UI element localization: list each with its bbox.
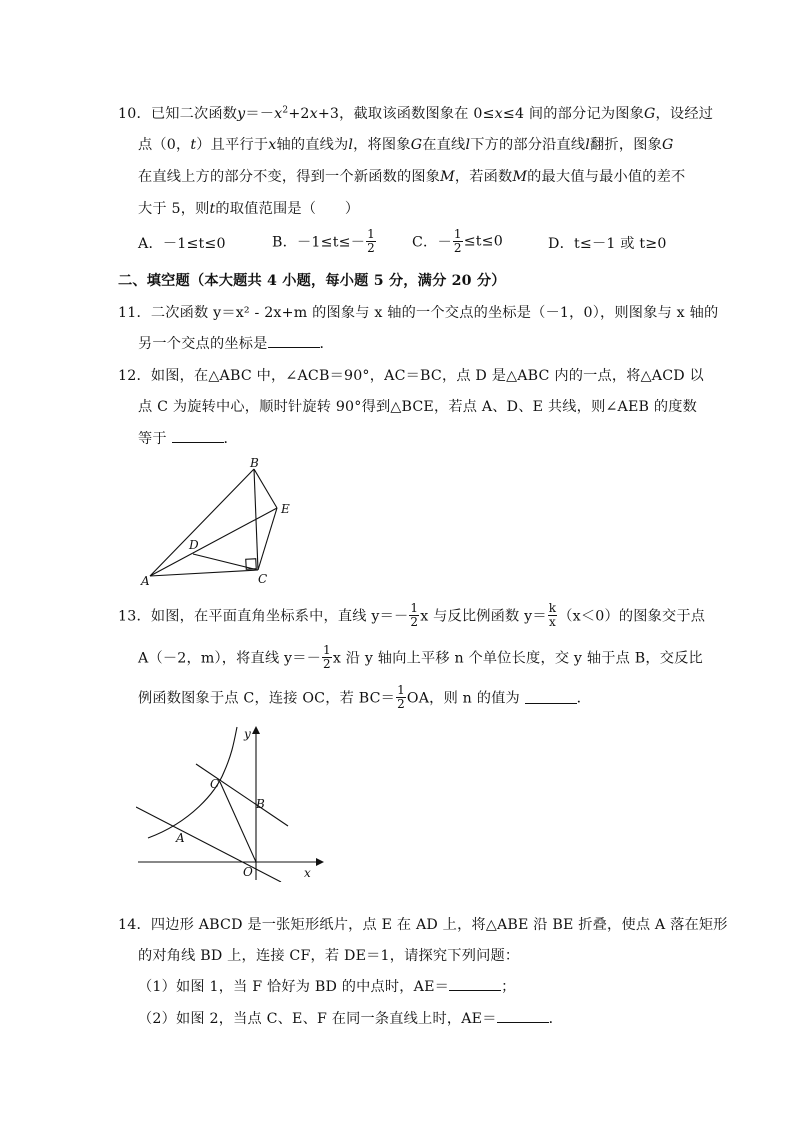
q10-option-d: D．t≤－1 或 t≥0 [548,236,667,252]
label-y-axis: y [244,727,251,741]
q12-answer-blank[interactable] [172,430,224,443]
q10-line-3: 在直线上方的部分不变，得到一个新函数的图象M，若函数M的最大值与最小值的差不 [138,169,686,185]
q11-line-1: 11．二次函数 y＝x² - 2x+m 的图象与 x 轴的一个交点的坐标是（－1，0），则图象与 x 轴的 [118,305,719,321]
q14-sub-2: （2）如图 2，当点 C、E、F 在同一条直线上时，AE＝ ． [138,1011,563,1027]
q10-line-4: 大于 5，则t的取值范围是（ ） [138,201,360,217]
segment-ab [150,469,254,576]
label-d: D [189,538,199,552]
q14-line-2: 的对角线 BD 上，连接 CF，若 DE＝1，请探究下列问题： [138,948,520,964]
q11-line-2: 另一个交点的坐标是 ． [138,336,334,352]
q14-1-answer-blank[interactable] [449,978,501,991]
segment-oc [220,782,256,862]
q13-line-2: A（－2，m），将直线 y＝－ $\frac{1}{2}$ x 沿 y 轴向上平移 n 个单位长度，交 y 轴于点 B，交反比 [138,643,703,671]
label-b: B [256,797,265,811]
line-oa [136,807,281,882]
q13-answer-blank[interactable] [525,691,577,704]
q14-2-answer-blank[interactable] [497,1010,549,1023]
label-x-axis: x [304,866,311,880]
segment-ce [258,508,277,570]
segment-ac [150,570,258,576]
label-b: B [250,456,259,470]
label-a: A [141,574,150,588]
q13-line-3: 例函数图象于点 C，连接 OC，若 BC＝ $\frac{1}{2}$ OA，则 n 的值为 ． [138,683,591,711]
q10-option-b: B．－1≤t≤－ $\frac{1}{2}$ [272,227,375,255]
q14-sub-1: （1）如图 1，当 F 恰好为 BD 的中点时，AE＝ ； [138,979,516,995]
q12-triangle-figure [138,455,308,590]
segment-dc [193,554,258,570]
q12-line-3: 等于 ． [138,431,238,447]
y-axis-arrow [252,726,260,734]
q13-coordinate-figure [136,722,326,882]
q14-line-1: 14．四边形 ABCD 是一张矩形纸片，点 E 在 AD 上，将△ABE 沿 BE 折叠，使点 A 落在矩形 [118,917,728,933]
q12-line-1: 12．如图，在△ABC 中，∠ACB＝90°，AC＝BC，点 D 是△ABC 内的一点，将△ACD 以 [118,368,704,384]
q12-line-2: 点 C 为旋转中心，顺时针旋转 90°得到△BCE，若点 A、D、E 共线，则∠AEB 的度数 [138,399,698,415]
q13-line-1: 13．如图，在平面直角坐标系中，直线 y＝－ $\frac{1}{2}$ x 与反比例函数 y＝ $\frac{k}{x}$ （x＜0）的图象交于点 [118,601,706,629]
label-origin: O [243,865,253,879]
q10-option-c: C．－ $\frac{1}{2}$ ≤t≤0 [412,227,503,255]
label-c: C [210,777,220,791]
q10-option-a: A．－1≤t≤0 [138,236,226,252]
label-c: C [258,572,268,586]
label-a: A [176,831,185,845]
q10-line-2: 点（0，t）且平行于x轴的直线为l，将图象G在直线l下方的部分沿直线l翻折，图象G [138,137,674,153]
x-axis-arrow [316,858,324,866]
q11-answer-blank[interactable] [268,335,320,348]
segment-be [254,469,277,508]
q10-line-1: 10．已知二次函数$y=-x^2+2x+3$，截取该函数图象在 0≤x≤4 间的部分记为图象G，设经过 [118,105,714,122]
label-e: E [281,502,290,516]
section-heading-fill-in: 二、填空题（本大题共 4 小题，每小题 5 分，满分 20 分） [118,273,506,289]
